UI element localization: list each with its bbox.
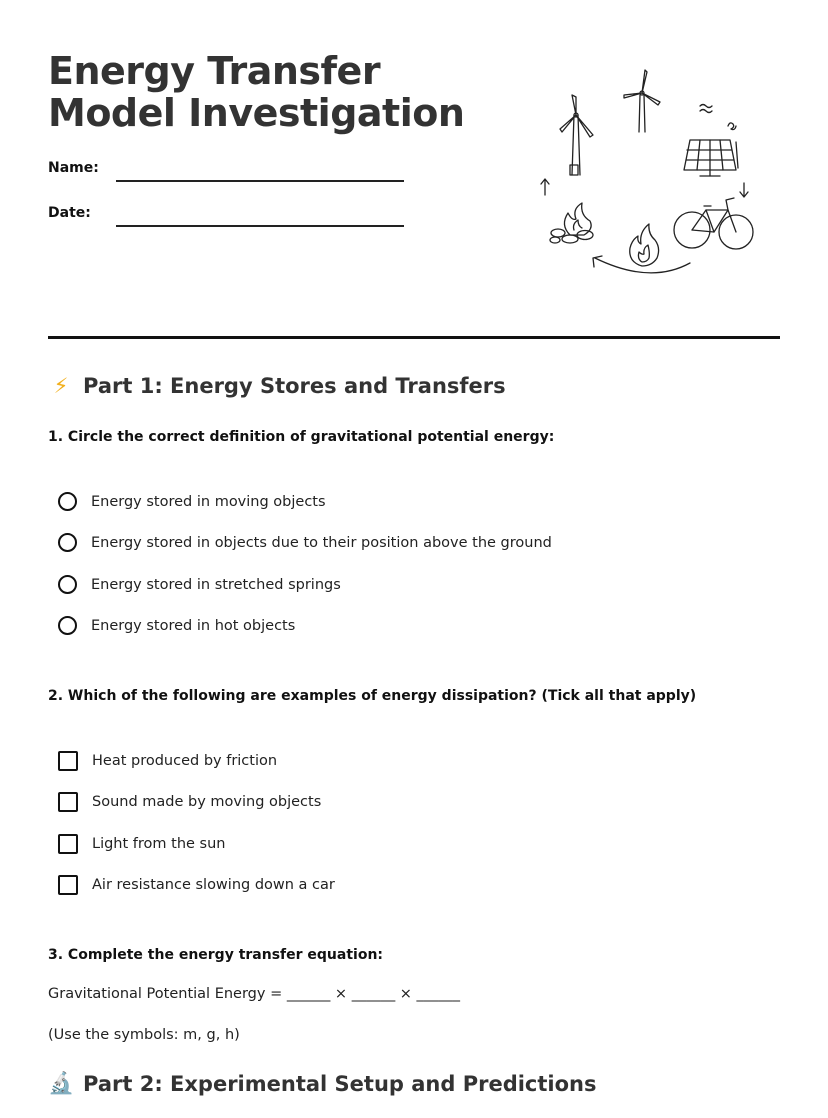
- bicycle-icon: [674, 198, 753, 249]
- section-divider: [48, 336, 780, 339]
- question-1: 1. Circle the correct definition of gravitational potential energy:: [48, 429, 555, 445]
- checkbox-icon[interactable]: [58, 751, 78, 771]
- q1-option[interactable]: [58, 533, 552, 552]
- energy-illustration: [530, 60, 770, 290]
- flame-icon: [630, 224, 659, 266]
- symbol-hint: (Use the symbols: m, g, h): [48, 1027, 240, 1043]
- solar-panel-icon: [684, 140, 738, 176]
- question-3: 3. Complete the energy transfer equation:: [48, 947, 384, 963]
- page-title: Energy Transfer Model Investigation: [48, 49, 465, 135]
- q2-option[interactable]: [58, 875, 335, 895]
- microscope-icon: 🔬: [48, 1071, 75, 1095]
- checkbox-icon[interactable]: [58, 792, 78, 812]
- radio-circle-icon[interactable]: [58, 616, 77, 635]
- wave-symbol-icon: [700, 105, 736, 130]
- wind-turbine-icon: [624, 70, 660, 132]
- part2-heading-text: Part 2: Experimental Setup and Predictions: [83, 1071, 597, 1096]
- q1-option-label: Energy stored in hot objects: [91, 617, 296, 634]
- q1-option-label: Energy stored in stretched springs: [91, 576, 341, 593]
- radio-circle-icon[interactable]: [58, 533, 77, 552]
- campfire-icon: [550, 203, 593, 243]
- q2-option-label: Heat produced by friction: [92, 753, 278, 769]
- q2-option-label: Light from the sun: [92, 836, 226, 852]
- q2-option-label: Sound made by moving objects: [92, 794, 322, 810]
- arrow-down-icon: [740, 183, 748, 197]
- q1-option[interactable]: [58, 575, 341, 594]
- radio-circle-icon[interactable]: [58, 575, 77, 594]
- part2-heading: [48, 1071, 597, 1096]
- name-field[interactable]: [116, 180, 404, 182]
- checkbox-icon[interactable]: [58, 875, 78, 895]
- checkbox-icon[interactable]: [58, 834, 78, 854]
- q1-option[interactable]: [58, 492, 326, 511]
- q1-option-label: Energy stored in objects due to their position above the ground: [91, 534, 552, 551]
- wind-turbine-icon: [560, 95, 593, 175]
- curved-arrow-icon: [593, 256, 690, 273]
- date-field[interactable]: [116, 225, 404, 227]
- q2-option-label: Air resistance slowing down a car: [92, 877, 335, 893]
- arrow-up-icon: [541, 179, 549, 195]
- part1-heading: [48, 374, 506, 398]
- date-label: Date:: [48, 205, 91, 221]
- q2-option[interactable]: [58, 751, 277, 771]
- radio-circle-icon[interactable]: [58, 492, 77, 511]
- equation-blanks[interactable]: Gravitational Potential Energy = ______ × ______ × ______: [48, 986, 461, 1002]
- q2-option[interactable]: [58, 834, 226, 854]
- lightning-icon: ⚡: [53, 374, 69, 398]
- question-2: 2. Which of the following are examples of energy dissipation? (Tick all that apply): [48, 688, 697, 704]
- name-label: Name:: [48, 160, 99, 176]
- part1-heading-text: Part 1: Energy Stores and Transfers: [83, 374, 506, 398]
- q1-option[interactable]: [58, 616, 295, 635]
- q2-option[interactable]: [58, 792, 321, 812]
- q1-option-label: Energy stored in moving objects: [91, 493, 326, 510]
